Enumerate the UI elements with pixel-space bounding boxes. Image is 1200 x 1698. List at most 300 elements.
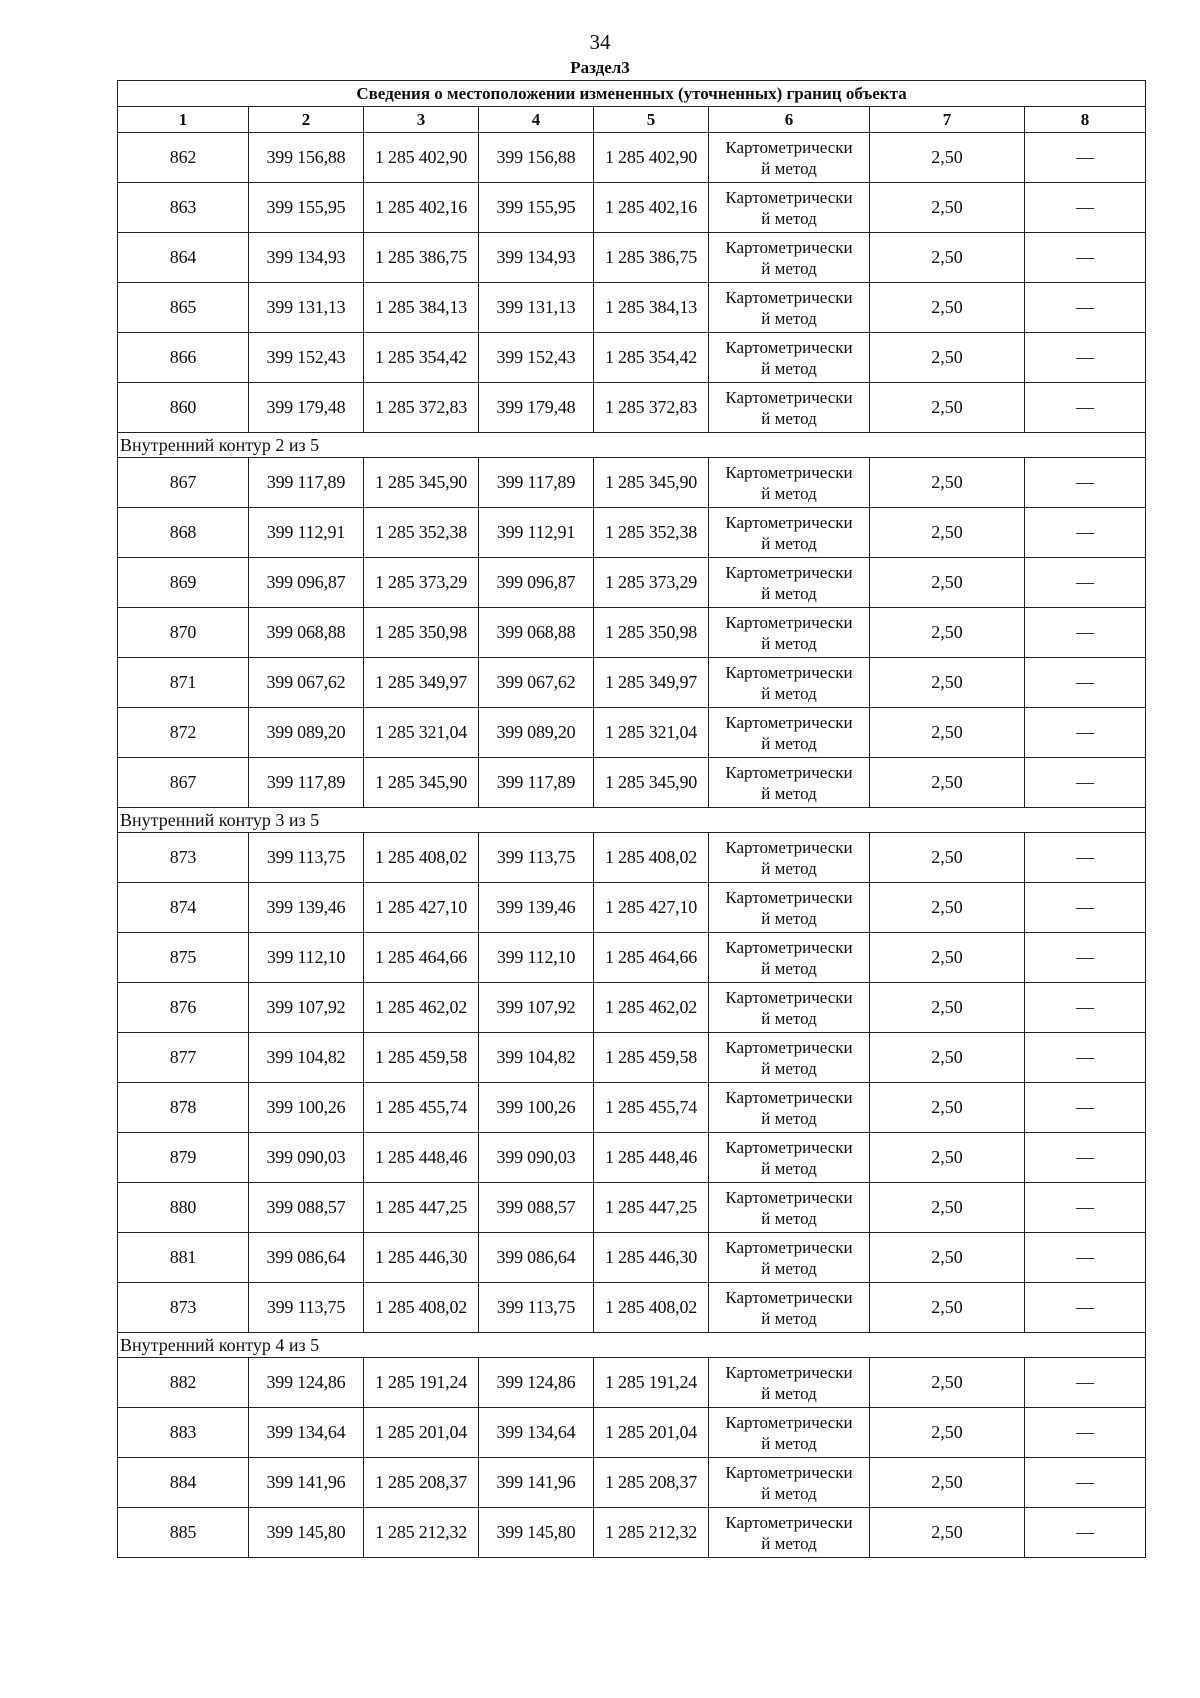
note-cell: —	[1025, 933, 1146, 983]
note-cell: —	[1025, 1408, 1146, 1458]
point-number-cell: 879	[118, 1133, 249, 1183]
method-cell	[709, 1033, 870, 1083]
table-row	[118, 383, 1146, 433]
column-number-2: 2	[249, 107, 364, 133]
table-row	[118, 458, 1146, 508]
x-coordinate-cell: 399 112,91	[249, 508, 364, 558]
note-cell: —	[1025, 1183, 1146, 1233]
method-cell	[709, 658, 870, 708]
x-coordinate-cell: 399 145,80	[249, 1508, 364, 1558]
method-cell	[709, 758, 870, 808]
table-row	[118, 883, 1146, 933]
point-number-cell: 877	[118, 1033, 249, 1083]
table-row	[118, 1133, 1146, 1183]
table-row	[118, 1408, 1146, 1458]
contour-label: Внутренний контур 2 из 5	[118, 433, 1146, 458]
note-cell: —	[1025, 1458, 1146, 1508]
y-coordinate-refined-cell: 1 285 201,04	[594, 1408, 709, 1458]
y-coordinate-cell: 1 285 447,25	[364, 1183, 479, 1233]
y-coordinate-cell: 1 285 321,04	[364, 708, 479, 758]
y-coordinate-cell: 1 285 372,83	[364, 383, 479, 433]
x-coordinate-refined-cell: 399 139,46	[479, 883, 594, 933]
y-coordinate-refined-cell: 1 285 345,90	[594, 458, 709, 508]
y-coordinate-refined-cell: 1 285 352,38	[594, 508, 709, 558]
x-coordinate-cell: 399 107,92	[249, 983, 364, 1033]
method-cell	[709, 558, 870, 608]
x-coordinate-refined-cell: 399 131,13	[479, 283, 594, 333]
point-number-cell: 865	[118, 283, 249, 333]
y-coordinate-cell: 1 285 408,02	[364, 1283, 479, 1333]
accuracy-cell: 2,50	[870, 1358, 1025, 1408]
page-number: 34	[589, 30, 611, 54]
note-cell: —	[1025, 883, 1146, 933]
method-text-line: Картометрически	[725, 837, 853, 857]
accuracy-cell: 2,50	[870, 983, 1025, 1033]
table-row	[118, 183, 1146, 233]
accuracy-cell: 2,50	[870, 183, 1025, 233]
x-coordinate-refined-cell: 399 134,64	[479, 1408, 594, 1458]
point-number-cell: 875	[118, 933, 249, 983]
y-coordinate-cell: 1 285 350,98	[364, 608, 479, 658]
method-cell	[709, 233, 870, 283]
method-cell	[709, 508, 870, 558]
y-coordinate-refined-cell: 1 285 455,74	[594, 1083, 709, 1133]
method-text-line: й метод	[761, 783, 817, 803]
accuracy-cell: 2,50	[870, 1283, 1025, 1333]
x-coordinate-refined-cell: 399 124,86	[479, 1358, 594, 1408]
accuracy-cell: 2,50	[870, 333, 1025, 383]
point-number-cell: 883	[118, 1408, 249, 1458]
y-coordinate-cell: 1 285 408,02	[364, 833, 479, 883]
note-cell: —	[1025, 1233, 1146, 1283]
y-coordinate-refined-cell: 1 285 191,24	[594, 1358, 709, 1408]
y-coordinate-cell: 1 285 464,66	[364, 933, 479, 983]
method-text-line: й метод	[761, 683, 817, 703]
method-text-line: й метод	[761, 583, 817, 603]
y-coordinate-refined-cell: 1 285 459,58	[594, 1033, 709, 1083]
method-text-line: й метод	[761, 1258, 817, 1278]
table-row	[118, 233, 1146, 283]
method-text-line: Картометрически	[725, 662, 853, 682]
note-cell: —	[1025, 608, 1146, 658]
x-coordinate-refined-cell: 399 145,80	[479, 1508, 594, 1558]
method-text-line: й метод	[761, 958, 817, 978]
x-coordinate-refined-cell: 399 112,10	[479, 933, 594, 983]
x-coordinate-cell: 399 088,57	[249, 1183, 364, 1233]
column-number-1: 1	[118, 107, 249, 133]
method-cell	[709, 458, 870, 508]
y-coordinate-cell: 1 285 354,42	[364, 333, 479, 383]
y-coordinate-cell: 1 285 349,97	[364, 658, 479, 708]
method-text-line: Картометрически	[725, 462, 853, 482]
method-text-line: Картометрически	[725, 712, 853, 732]
table-row	[118, 983, 1146, 1033]
x-coordinate-refined-cell: 399 117,89	[479, 758, 594, 808]
note-cell: —	[1025, 458, 1146, 508]
section-title: Раздел3	[570, 58, 630, 77]
method-text-line: Картометрически	[725, 512, 853, 532]
y-coordinate-cell: 1 285 455,74	[364, 1083, 479, 1133]
note-cell: —	[1025, 508, 1146, 558]
table-row	[118, 758, 1146, 808]
x-coordinate-refined-cell: 399 112,91	[479, 508, 594, 558]
note-cell: —	[1025, 1133, 1146, 1183]
x-coordinate-cell: 399 067,62	[249, 658, 364, 708]
x-coordinate-cell: 399 134,64	[249, 1408, 364, 1458]
x-coordinate-cell: 399 089,20	[249, 708, 364, 758]
note-cell: —	[1025, 1083, 1146, 1133]
note-cell: —	[1025, 283, 1146, 333]
x-coordinate-cell: 399 134,93	[249, 233, 364, 283]
method-text-line: Картометрически	[725, 937, 853, 957]
y-coordinate-refined-cell: 1 285 212,32	[594, 1508, 709, 1558]
contour-label: Внутренний контур 3 из 5	[118, 808, 1146, 833]
accuracy-cell: 2,50	[870, 1508, 1025, 1558]
column-number-8: 8	[1025, 107, 1146, 133]
method-text-line: й метод	[761, 908, 817, 928]
y-coordinate-cell: 1 285 459,58	[364, 1033, 479, 1083]
note-cell: —	[1025, 758, 1146, 808]
method-text-line: Картометрически	[725, 887, 853, 907]
method-text-line: й метод	[761, 1383, 817, 1403]
method-text-line: й метод	[761, 158, 817, 178]
point-number-cell: 860	[118, 383, 249, 433]
point-number-cell: 862	[118, 133, 249, 183]
method-cell	[709, 333, 870, 383]
method-cell	[709, 1183, 870, 1233]
method-text-line: й метод	[761, 1483, 817, 1503]
point-number-cell: 873	[118, 1283, 249, 1333]
method-text-line: Картометрически	[725, 137, 853, 157]
method-text-line: й метод	[761, 258, 817, 278]
x-coordinate-refined-cell: 399 086,64	[479, 1233, 594, 1283]
x-coordinate-refined-cell: 399 155,95	[479, 183, 594, 233]
y-coordinate-refined-cell: 1 285 372,83	[594, 383, 709, 433]
y-coordinate-refined-cell: 1 285 464,66	[594, 933, 709, 983]
method-cell	[709, 1083, 870, 1133]
y-coordinate-cell: 1 285 427,10	[364, 883, 479, 933]
accuracy-cell: 2,50	[870, 883, 1025, 933]
y-coordinate-refined-cell: 1 285 349,97	[594, 658, 709, 708]
y-coordinate-refined-cell: 1 285 402,90	[594, 133, 709, 183]
note-cell: —	[1025, 333, 1146, 383]
table-row	[118, 1358, 1146, 1408]
column-number-3: 3	[364, 107, 479, 133]
note-cell: —	[1025, 658, 1146, 708]
table-row	[118, 608, 1146, 658]
x-coordinate-refined-cell: 399 096,87	[479, 558, 594, 608]
point-number-cell: 869	[118, 558, 249, 608]
y-coordinate-cell: 1 285 402,90	[364, 133, 479, 183]
column-number-5: 5	[594, 107, 709, 133]
method-cell	[709, 183, 870, 233]
y-coordinate-cell: 1 285 352,38	[364, 508, 479, 558]
table-row	[118, 508, 1146, 558]
note-cell: —	[1025, 1358, 1146, 1408]
method-cell	[709, 708, 870, 758]
y-coordinate-refined-cell: 1 285 462,02	[594, 983, 709, 1033]
x-coordinate-cell: 399 104,82	[249, 1033, 364, 1083]
table-row	[118, 283, 1146, 333]
y-coordinate-cell: 1 285 373,29	[364, 558, 479, 608]
y-coordinate-refined-cell: 1 285 402,16	[594, 183, 709, 233]
method-text-line: Картометрически	[725, 1237, 853, 1257]
method-cell	[709, 1458, 870, 1508]
accuracy-cell: 2,50	[870, 508, 1025, 558]
x-coordinate-cell: 399 096,87	[249, 558, 364, 608]
method-text-line: Картометрически	[725, 1512, 853, 1532]
y-coordinate-cell: 1 285 345,90	[364, 458, 479, 508]
x-coordinate-refined-cell: 399 100,26	[479, 1083, 594, 1133]
table-row	[118, 933, 1146, 983]
table-caption: Сведения о местоположении измененных (уточненных) границ объекта	[118, 81, 1146, 107]
table-row	[118, 1233, 1146, 1283]
method-cell	[709, 883, 870, 933]
x-coordinate-refined-cell: 399 117,89	[479, 458, 594, 508]
column-number-row	[118, 107, 1146, 133]
accuracy-cell: 2,50	[870, 833, 1025, 883]
x-coordinate-cell: 399 156,88	[249, 133, 364, 183]
note-cell: —	[1025, 133, 1146, 183]
method-cell	[709, 1358, 870, 1408]
x-coordinate-refined-cell: 399 156,88	[479, 133, 594, 183]
method-text-line: Картометрически	[725, 1287, 853, 1307]
accuracy-cell: 2,50	[870, 708, 1025, 758]
y-coordinate-refined-cell: 1 285 208,37	[594, 1458, 709, 1508]
method-cell	[709, 1283, 870, 1333]
accuracy-cell: 2,50	[870, 1183, 1025, 1233]
y-coordinate-cell: 1 285 402,16	[364, 183, 479, 233]
note-cell: —	[1025, 708, 1146, 758]
method-text-line: Картометрически	[725, 187, 853, 207]
y-coordinate-refined-cell: 1 285 448,46	[594, 1133, 709, 1183]
x-coordinate-refined-cell: 399 179,48	[479, 383, 594, 433]
method-cell	[709, 1408, 870, 1458]
x-coordinate-cell: 399 179,48	[249, 383, 364, 433]
table-row	[118, 1033, 1146, 1083]
point-number-cell: 873	[118, 833, 249, 883]
method-text-line: й метод	[761, 1433, 817, 1453]
table-row	[118, 1183, 1146, 1233]
method-text-line: Картометрически	[725, 1137, 853, 1157]
x-coordinate-refined-cell: 399 068,88	[479, 608, 594, 658]
note-cell: —	[1025, 233, 1146, 283]
method-text-line: й метод	[761, 858, 817, 878]
method-cell	[709, 1133, 870, 1183]
y-coordinate-refined-cell: 1 285 446,30	[594, 1233, 709, 1283]
point-number-cell: 866	[118, 333, 249, 383]
x-coordinate-cell: 399 113,75	[249, 833, 364, 883]
y-coordinate-cell: 1 285 345,90	[364, 758, 479, 808]
method-text-line: й метод	[761, 1058, 817, 1078]
point-number-cell: 878	[118, 1083, 249, 1133]
method-text-line: й метод	[761, 308, 817, 328]
accuracy-cell: 2,50	[870, 458, 1025, 508]
accuracy-cell: 2,50	[870, 1408, 1025, 1458]
accuracy-cell: 2,50	[870, 383, 1025, 433]
method-cell	[709, 1233, 870, 1283]
method-text-line: Картометрически	[725, 287, 853, 307]
method-text-line: й метод	[761, 1208, 817, 1228]
method-cell	[709, 383, 870, 433]
method-cell	[709, 608, 870, 658]
y-coordinate-cell: 1 285 446,30	[364, 1233, 479, 1283]
x-coordinate-cell: 399 113,75	[249, 1283, 364, 1333]
method-text-line: Картометрически	[725, 1087, 853, 1107]
x-coordinate-cell: 399 068,88	[249, 608, 364, 658]
accuracy-cell: 2,50	[870, 283, 1025, 333]
y-coordinate-refined-cell: 1 285 350,98	[594, 608, 709, 658]
method-text-line: Картометрически	[725, 1412, 853, 1432]
method-cell	[709, 983, 870, 1033]
x-coordinate-cell: 399 112,10	[249, 933, 364, 983]
x-coordinate-refined-cell: 399 113,75	[479, 1283, 594, 1333]
note-cell: —	[1025, 1283, 1146, 1333]
y-coordinate-cell: 1 285 212,32	[364, 1508, 479, 1558]
note-cell: —	[1025, 983, 1146, 1033]
table-row	[118, 658, 1146, 708]
x-coordinate-refined-cell: 399 089,20	[479, 708, 594, 758]
point-number-cell: 864	[118, 233, 249, 283]
method-text-line: й метод	[761, 1008, 817, 1028]
point-number-cell: 876	[118, 983, 249, 1033]
point-number-cell: 867	[118, 458, 249, 508]
method-text-line: Картометрически	[725, 1362, 853, 1382]
method-text-line: Картометрически	[725, 987, 853, 1007]
accuracy-cell: 2,50	[870, 133, 1025, 183]
x-coordinate-refined-cell: 399 067,62	[479, 658, 594, 708]
point-number-cell: 880	[118, 1183, 249, 1233]
table-row	[118, 708, 1146, 758]
method-cell	[709, 1508, 870, 1558]
x-coordinate-cell: 399 090,03	[249, 1133, 364, 1183]
method-text-line: й метод	[761, 733, 817, 753]
x-coordinate-refined-cell: 399 090,03	[479, 1133, 594, 1183]
x-coordinate-cell: 399 117,89	[249, 458, 364, 508]
y-coordinate-cell: 1 285 208,37	[364, 1458, 479, 1508]
x-coordinate-refined-cell: 399 088,57	[479, 1183, 594, 1233]
point-number-cell: 881	[118, 1233, 249, 1283]
accuracy-cell: 2,50	[870, 1458, 1025, 1508]
x-coordinate-cell: 399 139,46	[249, 883, 364, 933]
contour-row	[118, 1333, 1146, 1358]
x-coordinate-cell: 399 117,89	[249, 758, 364, 808]
y-coordinate-refined-cell: 1 285 408,02	[594, 1283, 709, 1333]
method-cell	[709, 283, 870, 333]
note-cell: —	[1025, 833, 1146, 883]
x-coordinate-cell: 399 086,64	[249, 1233, 364, 1283]
point-number-cell: 870	[118, 608, 249, 658]
accuracy-cell: 2,50	[870, 658, 1025, 708]
y-coordinate-cell: 1 285 201,04	[364, 1408, 479, 1458]
point-number-cell: 884	[118, 1458, 249, 1508]
point-number-cell: 871	[118, 658, 249, 708]
y-coordinate-cell: 1 285 462,02	[364, 983, 479, 1033]
y-coordinate-cell: 1 285 386,75	[364, 233, 479, 283]
table-row	[118, 1283, 1146, 1333]
x-coordinate-refined-cell: 399 113,75	[479, 833, 594, 883]
method-text-line: й метод	[761, 1533, 817, 1553]
y-coordinate-refined-cell: 1 285 354,42	[594, 333, 709, 383]
method-text-line: Картометрически	[725, 237, 853, 257]
point-number-cell: 885	[118, 1508, 249, 1558]
method-text-line: Картометрически	[725, 387, 853, 407]
method-text-line: й метод	[761, 358, 817, 378]
point-number-cell: 868	[118, 508, 249, 558]
point-number-cell: 882	[118, 1358, 249, 1408]
accuracy-cell: 2,50	[870, 758, 1025, 808]
method-text-line: Картометрически	[725, 562, 853, 582]
method-text-line: Картометрически	[725, 1187, 853, 1207]
method-text-line: й метод	[761, 208, 817, 228]
contour-row	[118, 433, 1146, 458]
column-number-6: 6	[709, 107, 870, 133]
x-coordinate-cell: 399 124,86	[249, 1358, 364, 1408]
y-coordinate-refined-cell: 1 285 345,90	[594, 758, 709, 808]
column-number-4: 4	[479, 107, 594, 133]
boundary-coordinates-table	[117, 80, 1146, 1558]
y-coordinate-refined-cell: 1 285 386,75	[594, 233, 709, 283]
method-text-line: Картометрически	[725, 612, 853, 632]
accuracy-cell: 2,50	[870, 1133, 1025, 1183]
method-text-line: й метод	[761, 1308, 817, 1328]
y-coordinate-cell: 1 285 448,46	[364, 1133, 479, 1183]
method-text-line: Картометрически	[725, 762, 853, 782]
y-coordinate-refined-cell: 1 285 427,10	[594, 883, 709, 933]
method-text-line: Картометрически	[725, 1462, 853, 1482]
y-coordinate-cell: 1 285 384,13	[364, 283, 479, 333]
accuracy-cell: 2,50	[870, 1233, 1025, 1283]
contour-row	[118, 808, 1146, 833]
x-coordinate-refined-cell: 399 141,96	[479, 1458, 594, 1508]
table-row	[118, 1083, 1146, 1133]
point-number-cell: 863	[118, 183, 249, 233]
y-coordinate-refined-cell: 1 285 321,04	[594, 708, 709, 758]
accuracy-cell: 2,50	[870, 233, 1025, 283]
accuracy-cell: 2,50	[870, 558, 1025, 608]
accuracy-cell: 2,50	[870, 608, 1025, 658]
method-text-line: Картометрически	[725, 1037, 853, 1057]
method-text-line: й метод	[761, 1158, 817, 1178]
y-coordinate-cell: 1 285 191,24	[364, 1358, 479, 1408]
x-coordinate-cell: 399 141,96	[249, 1458, 364, 1508]
table-row	[118, 133, 1146, 183]
x-coordinate-cell: 399 131,13	[249, 283, 364, 333]
method-cell	[709, 133, 870, 183]
y-coordinate-refined-cell: 1 285 408,02	[594, 833, 709, 883]
table-row	[118, 1458, 1146, 1508]
table-body	[118, 133, 1146, 1558]
method-text-line: Картометрически	[725, 337, 853, 357]
x-coordinate-refined-cell: 399 134,93	[479, 233, 594, 283]
x-coordinate-refined-cell: 399 107,92	[479, 983, 594, 1033]
accuracy-cell: 2,50	[870, 1083, 1025, 1133]
x-coordinate-cell: 399 100,26	[249, 1083, 364, 1133]
contour-label: Внутренний контур 4 из 5	[118, 1333, 1146, 1358]
method-cell	[709, 833, 870, 883]
method-text-line: й метод	[761, 633, 817, 653]
x-coordinate-refined-cell: 399 104,82	[479, 1033, 594, 1083]
table-row	[118, 333, 1146, 383]
method-text-line: й метод	[761, 483, 817, 503]
method-text-line: й метод	[761, 408, 817, 428]
note-cell: —	[1025, 183, 1146, 233]
y-coordinate-refined-cell: 1 285 447,25	[594, 1183, 709, 1233]
method-text-line: й метод	[761, 1108, 817, 1128]
y-coordinate-refined-cell: 1 285 373,29	[594, 558, 709, 608]
note-cell: —	[1025, 383, 1146, 433]
note-cell: —	[1025, 1508, 1146, 1558]
